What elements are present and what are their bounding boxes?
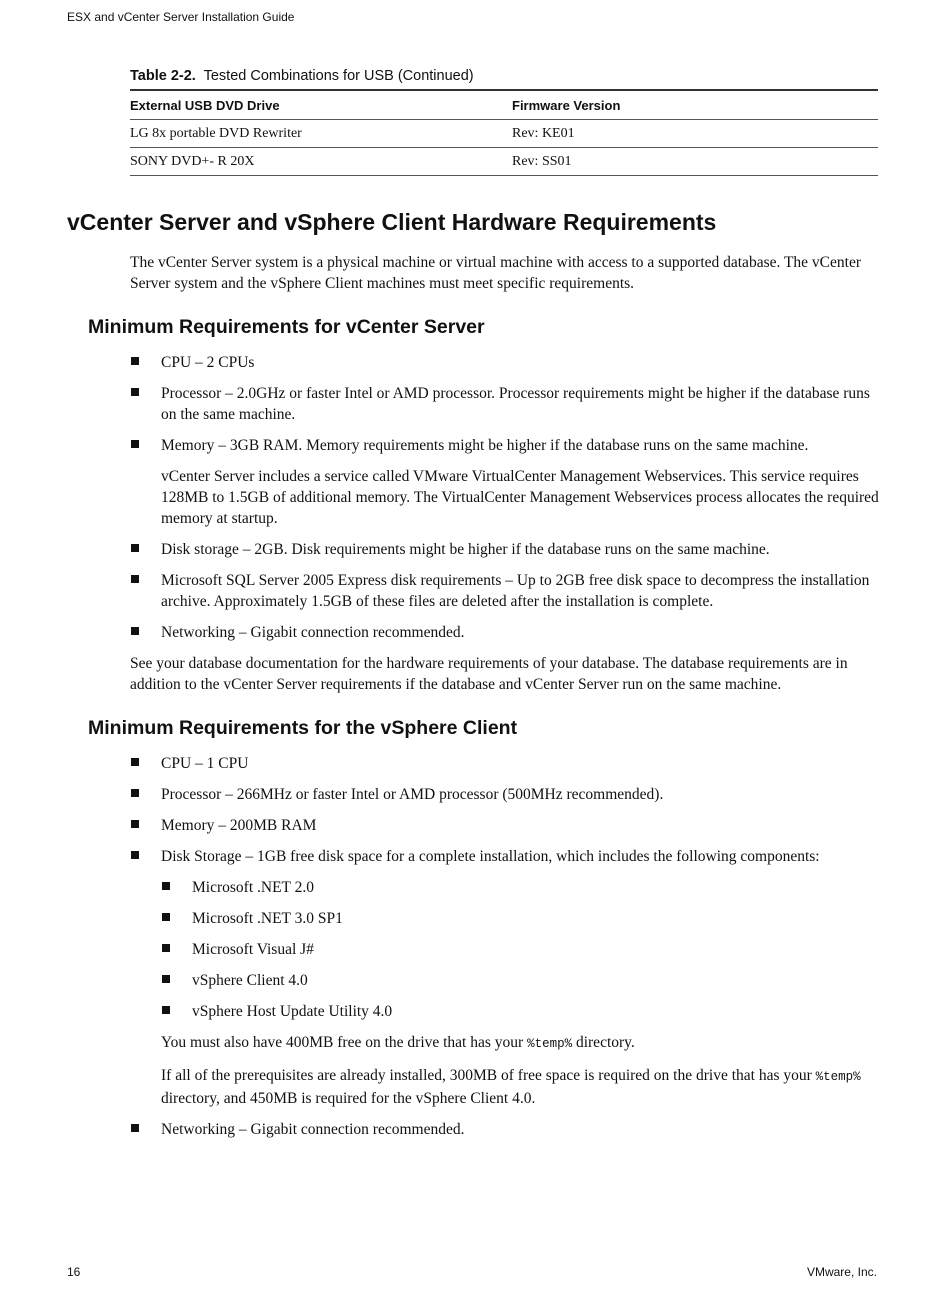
component-text: vSphere Host Update Utility 4.0 [192,1003,393,1020]
component-text: Microsoft .NET 2.0 [192,879,314,896]
square-bullet-icon [162,913,170,921]
square-bullet-icon [131,758,139,766]
square-bullet-icon [131,544,139,552]
list-item [130,435,880,529]
table-caption-text: Tested Combinations for USB (Continued) [203,68,474,84]
list-item [130,622,880,643]
page-number: 16 [67,1265,81,1279]
square-bullet-icon [162,944,170,952]
table-row [130,120,878,148]
prereq-note-text: If all of the prerequisites are already installed, 300MB of free space is required on the drive that has your [161,1067,816,1084]
square-bullet-icon [162,1006,170,1014]
prereq-note-text-end: directory, and 450MB is required for the vSphere Client 4.0. [161,1090,536,1107]
list-item [130,784,880,805]
square-bullet-icon [162,882,170,890]
usb-combinations-table [130,89,878,176]
square-bullet-icon [162,975,170,983]
list-item-text: Microsoft SQL Server 2005 Express disk requirements – Up to 2GB free disk space to decompress the installation archive. Approximately 1.5GB of these files are deleted after the installation is complete. [161,572,870,610]
section-title: vCenter Server and vSphere Client Hardware Requirements [67,209,717,235]
list-item [130,753,880,774]
usb-combinations-table-block [130,68,878,176]
list-item-text: CPU – 2 CPUs [161,354,255,371]
temp-space-note [161,1032,880,1055]
column-header-drive: External USB DVD Drive [130,90,512,120]
component-item [161,939,880,960]
list-item-text: Processor – 266MHz or faster Intel or AMD processor (500MHz recommended). [161,786,664,803]
vcenter-requirements-title: Minimum Requirements for vCenter Server [88,316,485,338]
client-requirements-title: Minimum Requirements for the vSphere Client [88,717,518,739]
component-text: vSphere Client 4.0 [192,972,308,989]
square-bullet-icon [131,388,139,396]
list-item-text: Processor – 2.0GHz or faster Intel or AMD processor. Processor requirements might be higher if the database runs on the same machine. [161,385,870,423]
square-bullet-icon [131,789,139,797]
component-text: Microsoft .NET 3.0 SP1 [192,910,343,927]
list-item-text: Memory – 3GB RAM. Memory requirements might be higher if the database runs on the same machine. [161,437,809,454]
list-item-text: Networking – Gigabit connection recommended. [161,1121,465,1138]
list-item [130,383,880,425]
table-caption [130,68,878,84]
memory-note: vCenter Server includes a service called VMware VirtualCenter Management Webservices. This service requires 128MB to 1.5GB of additional memory. The VirtualCenter Management Webservices process allocates the required memory at startup. [161,468,879,527]
temp-note-text-end: directory. [572,1034,635,1051]
temp-directory-code: %temp% [527,1037,573,1051]
square-bullet-icon [131,575,139,583]
square-bullet-icon [131,357,139,365]
prerequisite-space-note [161,1065,880,1109]
running-header: ESX and vCenter Server Installation Guide [67,10,295,24]
list-item-text: CPU – 1 CPU [161,755,249,772]
table-caption-label: Table 2-2. [130,68,196,84]
component-item [161,877,880,898]
list-item [130,539,880,560]
component-list [161,877,880,1022]
list-item [130,815,880,836]
square-bullet-icon [131,440,139,448]
list-item [130,846,880,1109]
component-item [161,1001,880,1022]
company-name: VMware, Inc. [806,1265,877,1279]
table-cell-drive: SONY DVD+- R 20X [130,148,512,176]
temp-note-text: You must also have 400MB free on the drive that has your [161,1034,528,1051]
temp-directory-code: %temp% [815,1070,861,1084]
table-cell-firmware: Rev: KE01 [512,120,878,148]
list-item-text: Networking – Gigabit connection recommended. [161,624,465,641]
square-bullet-icon [131,627,139,635]
section-intro: The vCenter Server system is a physical machine or virtual machine with access to a supported database. The vCenter Server system and the vSphere Client machines must meet specific requirements. [130,254,861,292]
list-item-text: Disk Storage – 1GB free disk space for a complete installation, which includes the following components: [161,848,820,865]
list-item-text: Memory – 200MB RAM [161,817,317,834]
database-note: See your database documentation for the hardware requirements of your database. The database requirements are in addition to the vCenter Server requirements if the database and vCenter Server run on the same machine. [130,655,848,693]
column-header-firmware: Firmware Version [512,90,878,120]
list-item [130,1119,880,1140]
square-bullet-icon [131,1124,139,1132]
component-item [161,908,880,929]
client-requirements-list [130,753,880,1150]
list-item [130,352,880,373]
table-cell-drive: LG 8x portable DVD Rewriter [130,120,512,148]
table-cell-firmware: Rev: SS01 [512,148,878,176]
vcenter-requirements-list [130,352,880,653]
square-bullet-icon [131,851,139,859]
table-row [130,148,878,176]
component-text: Microsoft Visual J# [192,941,314,958]
component-item [161,970,880,991]
square-bullet-icon [131,820,139,828]
list-item-text: Disk storage – 2GB. Disk requirements might be higher if the database runs on the same machine. [161,541,770,558]
list-item [130,570,880,612]
table-header-row [130,90,878,120]
